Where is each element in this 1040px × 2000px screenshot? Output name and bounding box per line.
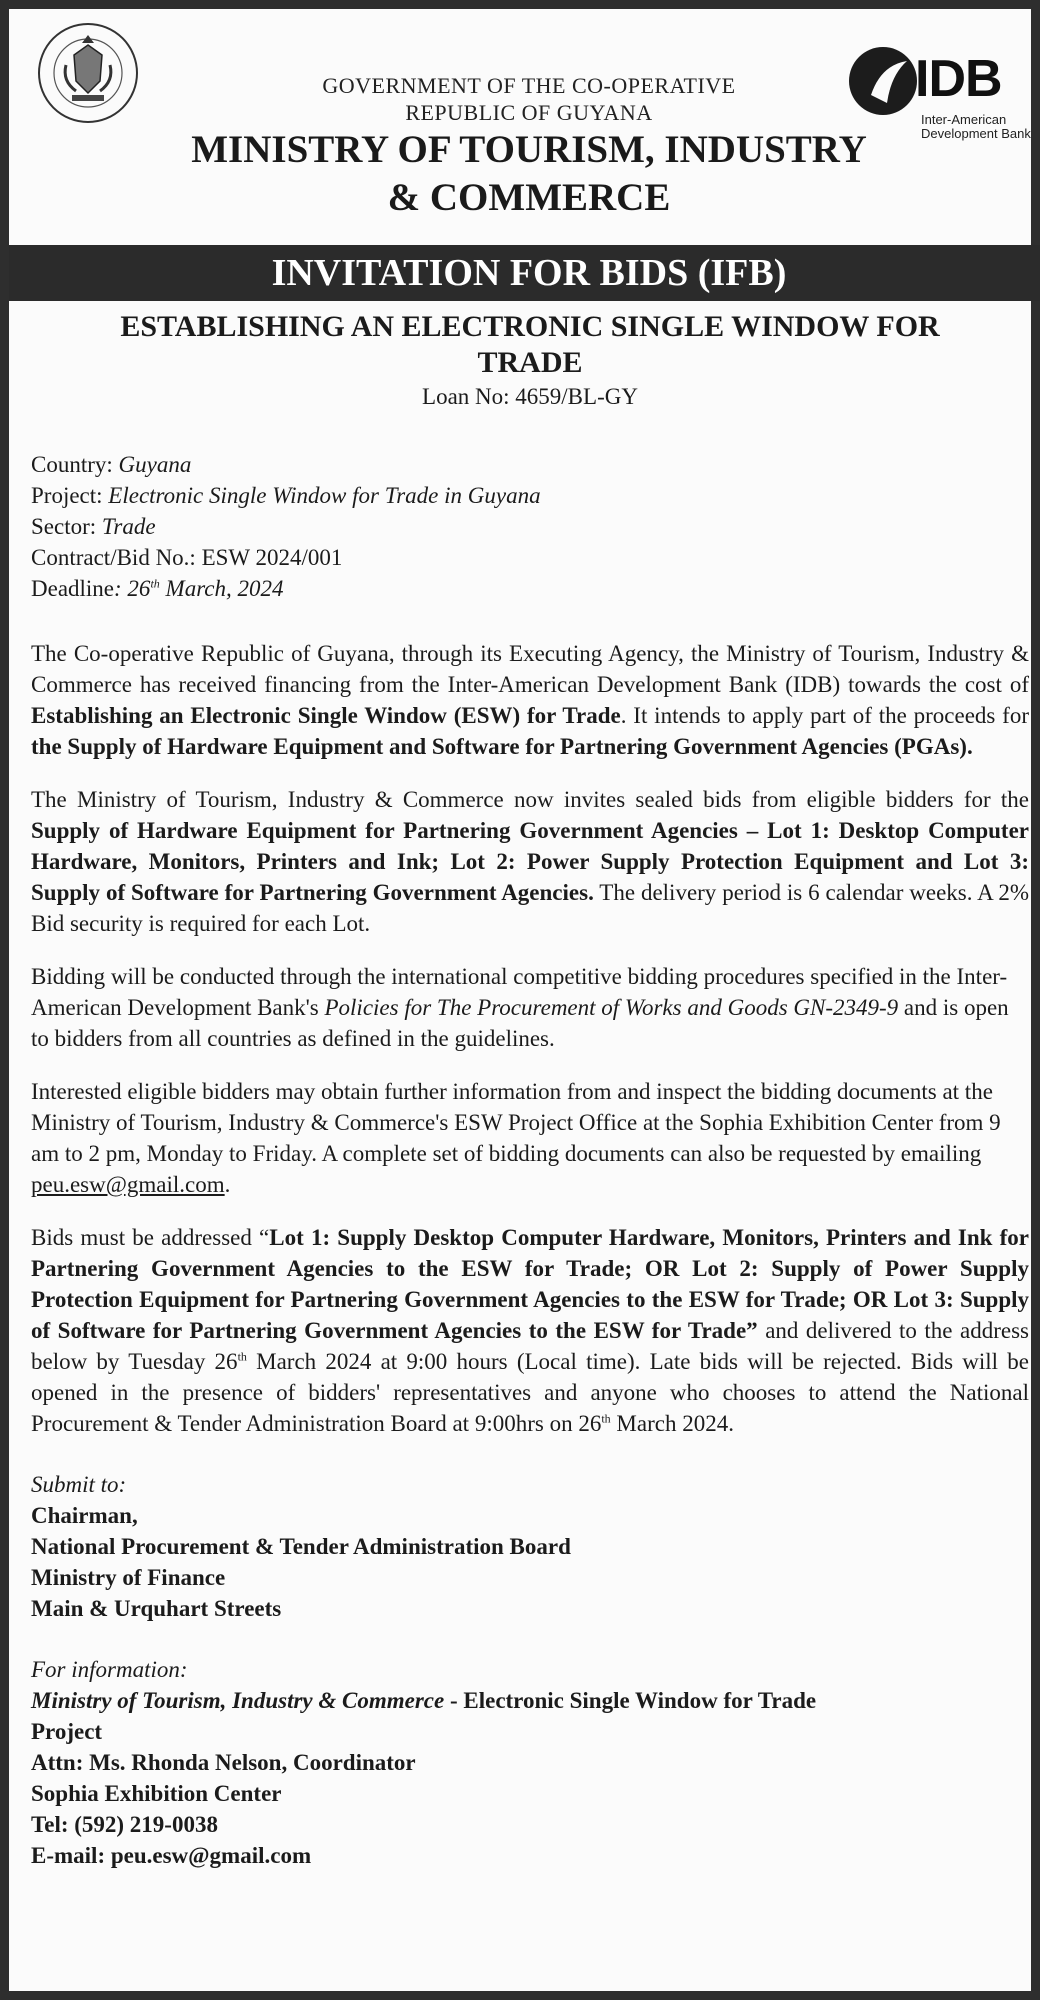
header bbox=[9, 9, 1031, 233]
main-content bbox=[31, 309, 1029, 1871]
project-row: Project: Electronic Single Window for Trade in Guyana bbox=[31, 483, 541, 508]
information-block: For information: Ministry of Tourism, Industry & Commerce - Electronic Single Window for Trade Project Attn: Ms. Rhonda Nelson, Coordinator Sophia Exhibition Center Tel: (592) 219-0038 E-mail: peu.esw@gmail.com bbox=[31, 1654, 1029, 1871]
email-link[interactable]: peu.esw@gmail.com bbox=[31, 1172, 225, 1197]
ministry-title-line-1: MINISTRY OF TOURISM, INDUSTRY bbox=[191, 128, 867, 171]
government-line-2: REPUBLIC OF GUYANA bbox=[405, 100, 653, 125]
paragraph-submission: Bids must be addressed “Lot 1: Supply Desktop Computer Hardware, Monitors, Printers and Ink for Partnering Government Agencies to the ESW for Trade; OR Lot 2: Supply of Power Supply Protection Equipment for Partnering Government Agencies to the ESW for Trade; OR Lot 3: Supply of Software for Partnering Government Agencies to the ESW for Trade” and delivered to the address below by Tuesday 26th March 2024 at 9:00 hours (Local time). Late bids will be rejected. Bids will be opened in the presence of bidders' representatives and anyone who chooses to attend the National Procurement & Tender Administration Board at 9:00hrs on 26th March 2024. bbox=[31, 1225, 1030, 1436]
idb-name-line-2: Development Bank bbox=[921, 126, 1031, 141]
contact-email[interactable]: E-mail: peu.esw@gmail.com bbox=[31, 1843, 312, 1868]
paragraph-invitation: The Ministry of Tourism, Industry & Commerce now invites sealed bids from eligible bidders for the Supply of Hardware Equipment for Partnering Government Agencies – Lot 1: Desktop Computer Hardware, Monitors, Printers and Ink; Lot 2: Power Supply Protection Equipment and Lot 3: Supply of Software for Partnering Government Agencies. The delivery period is 6 calendar weeks. A 2% Bid security is required for each Lot. bbox=[31, 787, 1030, 936]
sector-value: Trade bbox=[101, 514, 156, 539]
info-label: For information: bbox=[31, 1657, 188, 1682]
submit-to-block: Submit to: Chairman, National Procurement & Tender Administration Board Ministry of Finance Main & Urquhart Streets bbox=[31, 1469, 1029, 1624]
contract-value: ESW 2024/001 bbox=[201, 545, 343, 570]
idb-name-line-1: Inter-American bbox=[921, 112, 1007, 127]
contract-row: Contract/Bid No.: ESW 2024/001 bbox=[31, 545, 343, 570]
notice-title bbox=[91, 309, 969, 381]
country-value: Guyana bbox=[118, 452, 192, 477]
paragraph-information: Interested eligible bidders may obtain further information from and inspect the bidding documents at the Ministry of Tourism, Industry & Commerce's ESW Project Office at the Sophia Exhibition Center from 9 am to 2 pm, Monday to Friday. A complete set of bidding documents can also be requested by emailing peu.esw@gmail.com. bbox=[31, 1079, 1001, 1197]
idb-logo-icon bbox=[847, 45, 919, 117]
idb-logo-text: IDB bbox=[915, 50, 1002, 108]
ifb-banner: INVITATION FOR BIDS (IFB) bbox=[9, 245, 1040, 301]
details-block bbox=[31, 449, 1029, 604]
project-value: Electronic Single Window for Trade in Guyana bbox=[108, 483, 541, 508]
deadline-row: Deadline: 26th March, 2024 bbox=[31, 576, 284, 601]
country-row: Country: Guyana bbox=[31, 452, 192, 477]
loan-number: Loan No: 4659/BL-GY bbox=[422, 384, 638, 409]
paragraph-procedures: Bidding will be conducted through the international competitive bidding procedures specified in the Inter-American Development Bank's Policies for The Procurement of Works and Goods GN-2349-9 and is open to bidders from all countries as defined in the guidelines. bbox=[31, 964, 1009, 1051]
title-line-1: ESTABLISHING AN ELECTRONIC SINGLE WINDOW FOR bbox=[120, 310, 940, 343]
ministry-title-line-2: & COMMERCE bbox=[387, 176, 671, 219]
title-line-2: TRADE bbox=[477, 346, 583, 379]
government-line-1: GOVERNMENT OF THE CO-OPERATIVE bbox=[322, 73, 736, 98]
paragraph-financing: The Co-operative Republic of Guyana, through its Executing Agency, the Ministry of Tourism, Industry & Commerce has received financing from the Inter-American Development Bank (IDB) towards the cost of Establishing an Electronic Single Window (ESW) for Trade. It intends to apply part of the proceeds for the Supply of Hardware Equipment and Software for Partnering Government Agencies (PGAs). bbox=[31, 641, 1030, 759]
submit-label: Submit to: bbox=[31, 1472, 127, 1497]
sector-row: Sector: Trade bbox=[31, 514, 156, 539]
